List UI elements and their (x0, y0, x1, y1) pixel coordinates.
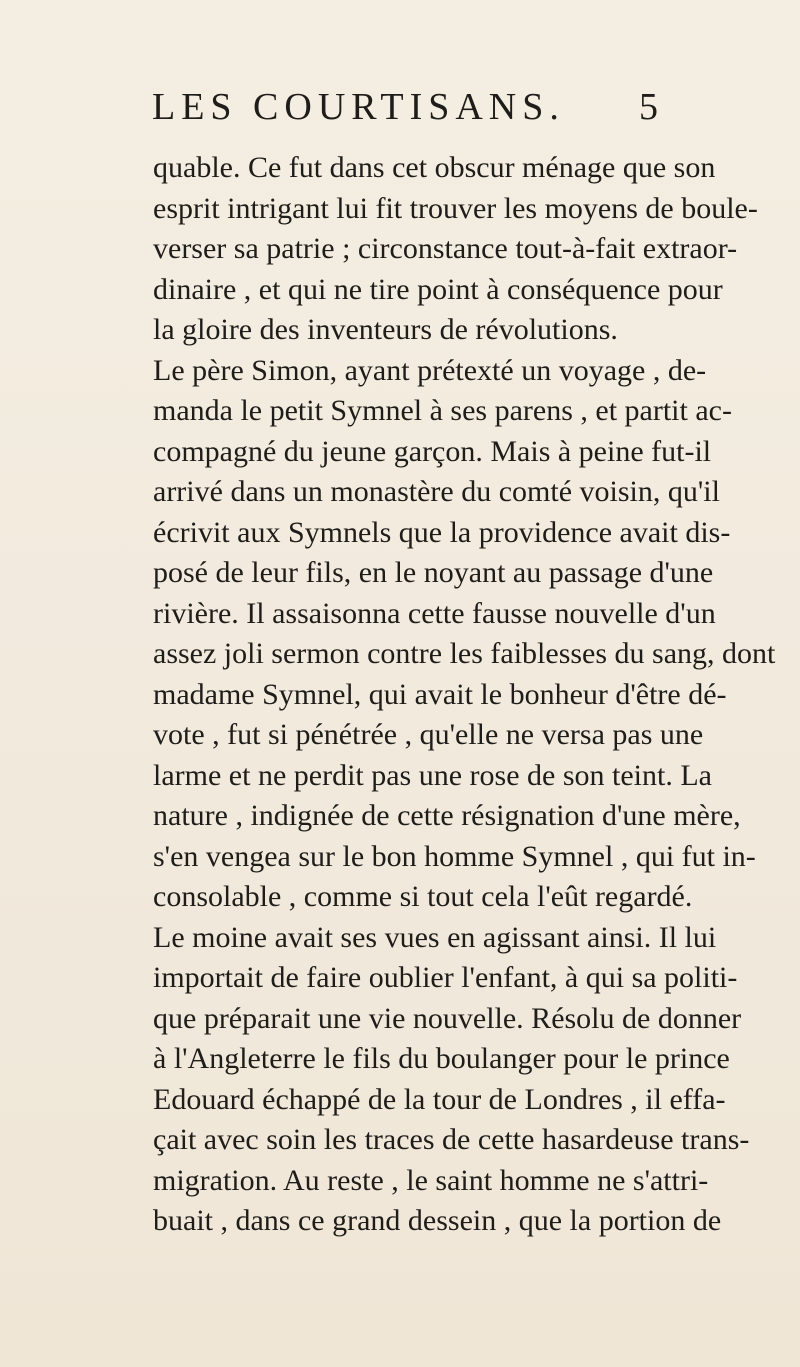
text-line: buait , dans ce grand dessein , que la portion de (153, 1204, 722, 1237)
text-line: s'en vengea sur le bon homme Symnel , qui fut in- (153, 839, 756, 873)
text-line: larme et ne perdit pas une rose de son teint. La (153, 758, 712, 792)
text-line: vote , fut si pénétrée , qu'elle ne versa pas une (153, 718, 704, 751)
running-header (152, 82, 658, 132)
text-line: posé de leur fils, en le noyant au passage d'une (153, 556, 714, 589)
running-title: LES COURTISANS. (152, 86, 565, 128)
text-line: rivière. Il assaisonna cette fausse nouvelle d'un (153, 596, 716, 630)
text-line: nature , indignée de cette résignation d'une mère, (153, 799, 741, 832)
text-line: arrivé dans un monastère du comté voisin, qu'il (153, 475, 720, 508)
text-line: consolable , comme si tout cela l'eût regardé. (153, 880, 693, 913)
text-line: verser sa patrie ; circonstance tout-à-fait extraor- (153, 232, 738, 265)
text-line: la gloire des inventeurs de révolutions. (153, 313, 618, 346)
text-line: çait avec soin les traces de cette hasardeuse trans- (153, 1123, 750, 1156)
text-line: écrivit aux Symnels que la providence avait dis- (153, 515, 731, 549)
text-line: que préparait une vie nouvelle. Résolu de donner (153, 1001, 742, 1035)
text-line: quable. Ce fut dans cet obscur ménage que son (153, 151, 716, 184)
body-text (153, 148, 776, 1242)
text-line: dinaire , et qui ne tire point à conséquence pour (153, 272, 723, 306)
text-line: à l'Angleterre le fils du boulanger pour le prince (153, 1042, 730, 1075)
text-line: Le père Simon, ayant prétexté un voyage , de- (153, 353, 707, 387)
text-line: compagné du jeune garçon. Mais à peine fut-il (153, 434, 712, 468)
text-line: assez joli sermon contre les faiblesses du sang, dont (153, 637, 776, 670)
text-line: importait de faire oublier l'enfant, à qui sa politi- (153, 961, 738, 994)
text-line: migration. Au reste , le saint homme ne s'attri- (153, 1163, 709, 1197)
text-line: manda le petit Symnel à ses parens , et partit ac- (153, 394, 732, 427)
text-line: Le moine avait ses vues en agissant ainsi. Il lui (153, 920, 717, 954)
text-line: esprit intrigant lui fit trouver les moyens de boule- (153, 191, 758, 225)
page-number: 5 (639, 86, 658, 128)
text-line: madame Symnel, qui avait le bonheur d'être dé- (153, 677, 727, 711)
text-line: Edouard échappé de la tour de Londres , il effa- (153, 1082, 726, 1116)
